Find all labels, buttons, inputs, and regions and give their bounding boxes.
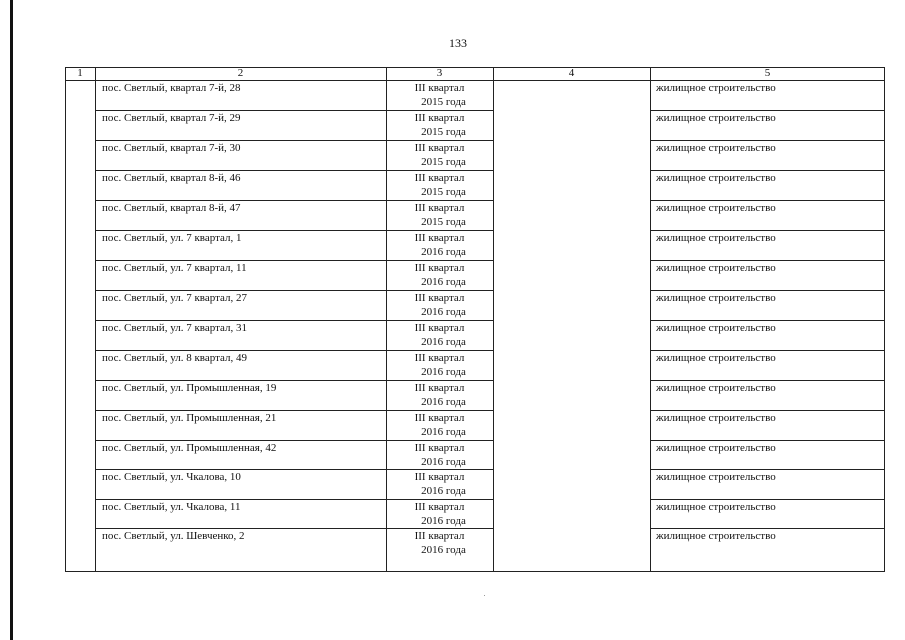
grid-horizontal-line — [95, 440, 493, 441]
grid-horizontal-line — [650, 290, 885, 291]
grid-horizontal-line — [95, 260, 493, 261]
grid-horizontal-line — [650, 110, 885, 111]
row-year: 2016 года — [421, 245, 466, 258]
land-plots-table — [65, 67, 885, 572]
grid-horizontal-line — [95, 528, 493, 529]
row-purpose: жилищное строительство — [656, 352, 776, 364]
column-header-5: 5 — [764, 67, 771, 79]
row-purpose: жилищное строительство — [656, 442, 776, 454]
row-address: пос. Светлый, квартал 8-й, 46 — [102, 172, 241, 184]
grid-horizontal-line — [95, 290, 493, 291]
row-year: 2015 года — [421, 215, 466, 228]
row-address: пос. Светлый, ул. Чкалова, 10 — [102, 471, 241, 483]
grid-horizontal-line — [95, 140, 493, 141]
row-year: 2016 года — [421, 514, 466, 527]
row-year: 2016 года — [421, 455, 466, 468]
grid-horizontal-line — [650, 469, 885, 470]
row-period: III квартал — [414, 202, 465, 214]
row-period: III квартал — [414, 232, 465, 244]
grid-horizontal-line — [650, 140, 885, 141]
row-period: III квартал — [414, 352, 465, 364]
row-purpose: жилищное строительство — [656, 142, 776, 154]
row-period: III квартал — [414, 530, 465, 542]
row-address: пос. Светлый, квартал 7-й, 30 — [102, 142, 241, 154]
row-year: 2016 года — [421, 543, 466, 556]
row-purpose: жилищное строительство — [656, 232, 776, 244]
grid-horizontal-line — [650, 410, 885, 411]
row-address: пос. Светлый, ул. Шевченко, 2 — [102, 530, 245, 542]
row-period: III квартал — [414, 82, 465, 94]
grid-horizontal-line — [650, 230, 885, 231]
scan-edge-bar — [10, 0, 13, 640]
grid-horizontal-line — [95, 320, 493, 321]
row-purpose: жилищное строительство — [656, 292, 776, 304]
row-year: 2016 года — [421, 275, 466, 288]
row-period: III квартал — [414, 292, 465, 304]
row-period: III квартал — [414, 142, 465, 154]
grid-horizontal-line — [95, 230, 493, 231]
row-year: 2015 года — [421, 95, 466, 108]
row-address: пос. Светлый, ул. Промышленная, 19 — [102, 382, 277, 394]
row-year: 2016 года — [421, 335, 466, 348]
grid-horizontal-line — [650, 350, 885, 351]
grid-horizontal-line — [95, 469, 493, 470]
row-year: 2016 года — [421, 425, 466, 438]
column-header-1: 1 — [77, 67, 83, 79]
grid-horizontal-line — [65, 571, 885, 572]
row-year: 2016 года — [421, 365, 466, 378]
grid-horizontal-line — [650, 380, 885, 381]
row-purpose: жилищное строительство — [656, 382, 776, 394]
row-period: III квартал — [414, 262, 465, 274]
row-address: пос. Светлый, квартал 7-й, 29 — [102, 112, 241, 124]
row-address: пос. Светлый, ул. 7 квартал, 1 — [102, 232, 242, 244]
row-address: пос. Светлый, ул. Промышленная, 42 — [102, 442, 277, 454]
row-period: III квартал — [414, 412, 465, 424]
row-address: пос. Светлый, квартал 8-й, 47 — [102, 202, 241, 214]
row-purpose: жилищное строительство — [656, 412, 776, 424]
row-period: III квартал — [414, 501, 465, 513]
grid-horizontal-line — [95, 110, 493, 111]
row-address: пос. Светлый, ул. 7 квартал, 27 — [102, 292, 247, 304]
row-address: пос. Светлый, ул. 7 квартал, 31 — [102, 322, 247, 334]
grid-horizontal-line — [95, 499, 493, 500]
grid-horizontal-line — [95, 380, 493, 381]
grid-horizontal-line — [650, 499, 885, 500]
row-year: 2016 года — [421, 484, 466, 497]
row-purpose: жилищное строительство — [656, 471, 776, 483]
grid-horizontal-line — [95, 410, 493, 411]
column-header-2: 2 — [237, 67, 244, 79]
row-purpose: жилищное строительство — [656, 322, 776, 334]
grid-horizontal-line — [650, 440, 885, 441]
row-address: пос. Светлый, ул. Чкалова, 11 — [102, 501, 241, 513]
row-period: III квартал — [414, 112, 465, 124]
grid-horizontal-line — [95, 170, 493, 171]
row-address: пос. Светлый, ул. 8 квартал, 49 — [102, 352, 247, 364]
row-purpose: жилищное строительство — [656, 82, 776, 94]
grid-horizontal-line — [95, 200, 493, 201]
row-year: 2015 года — [421, 155, 466, 168]
row-period: III квартал — [414, 471, 465, 483]
scan-speck — [484, 595, 485, 596]
row-year: 2015 года — [421, 125, 466, 138]
grid-horizontal-line — [650, 200, 885, 201]
row-period: III квартал — [414, 382, 465, 394]
row-address: пос. Светлый, ул. 7 квартал, 11 — [102, 262, 247, 274]
row-period: III квартал — [414, 172, 465, 184]
row-address: пос. Светлый, квартал 7-й, 28 — [102, 82, 241, 94]
row-year: 2016 года — [421, 305, 466, 318]
row-purpose: жилищное строительство — [656, 112, 776, 124]
grid-vertical-line — [65, 67, 66, 572]
row-purpose: жилищное строительство — [656, 262, 776, 274]
page-number: 133 — [449, 36, 467, 50]
row-address: пос. Светлый, ул. Промышленная, 21 — [102, 412, 277, 424]
row-purpose: жилищное строительство — [656, 172, 776, 184]
column-header-3: 3 — [436, 67, 443, 79]
grid-horizontal-line — [650, 170, 885, 171]
row-purpose: жилищное строительство — [656, 501, 776, 513]
column-header-4: 4 — [568, 67, 575, 79]
grid-horizontal-line — [650, 320, 885, 321]
grid-horizontal-line — [65, 80, 885, 81]
row-year: 2015 года — [421, 185, 466, 198]
row-purpose: жилищное строительство — [656, 202, 776, 214]
row-purpose: жилищное строительство — [656, 530, 776, 542]
grid-horizontal-line — [95, 350, 493, 351]
grid-horizontal-line — [650, 260, 885, 261]
row-year: 2016 года — [421, 395, 466, 408]
grid-horizontal-line — [650, 528, 885, 529]
row-period: III квартал — [414, 442, 465, 454]
row-period: III квартал — [414, 322, 465, 334]
